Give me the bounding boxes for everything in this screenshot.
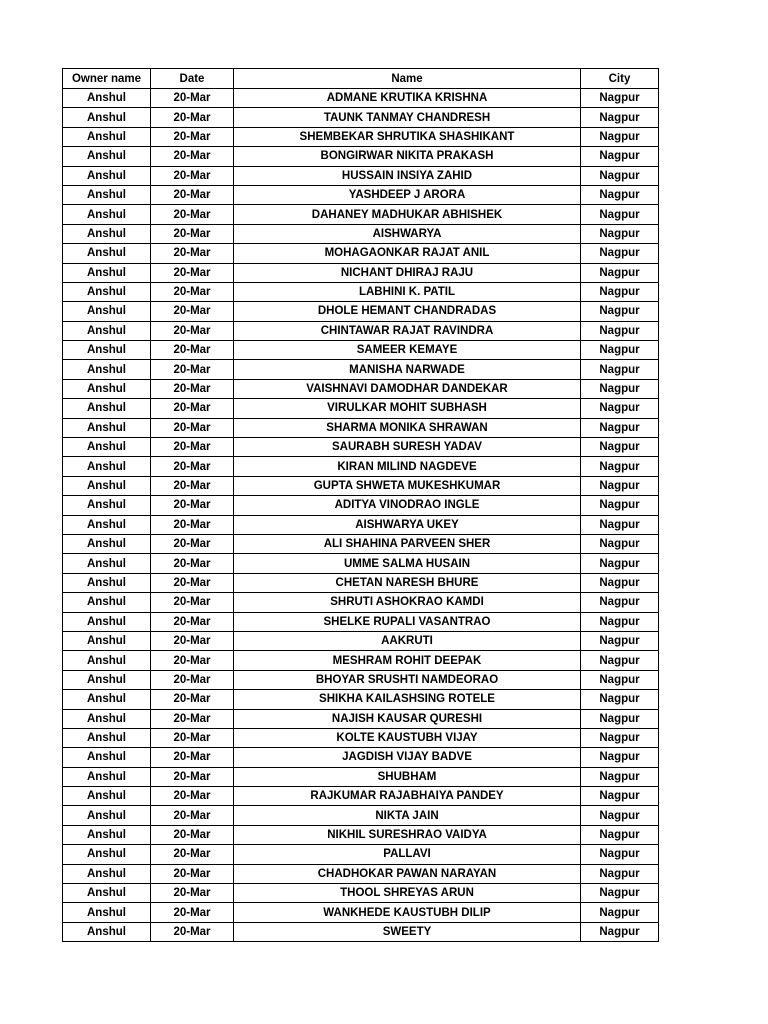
name-cell: SHUBHAM (234, 767, 581, 786)
city-cell: Nagpur (581, 670, 659, 689)
owner-name-cell: Anshul (63, 767, 151, 786)
city-cell: Nagpur (581, 612, 659, 631)
table-row (63, 612, 659, 631)
city-cell: Nagpur (581, 884, 659, 903)
owner-name-cell: Anshul (63, 728, 151, 747)
date-cell: 20-Mar (151, 457, 234, 476)
name-cell: MESHRAM ROHIT DEEPAK (234, 651, 581, 670)
date-cell: 20-Mar (151, 438, 234, 457)
owner-name-cell: Anshul (63, 554, 151, 573)
table-header (63, 69, 659, 89)
city-cell: Nagpur (581, 728, 659, 747)
table-row (63, 573, 659, 592)
date-cell: 20-Mar (151, 690, 234, 709)
date-cell: 20-Mar (151, 573, 234, 592)
date-cell: 20-Mar (151, 321, 234, 340)
date-cell: 20-Mar (151, 282, 234, 301)
date-cell: 20-Mar (151, 224, 234, 243)
table-row (63, 457, 659, 476)
city-cell: Nagpur (581, 845, 659, 864)
roster-table (62, 68, 659, 942)
name-cell: SAURABH SURESH YADAV (234, 438, 581, 457)
table-row (63, 845, 659, 864)
owner-name-cell: Anshul (63, 263, 151, 282)
name-cell: SWEETY (234, 922, 581, 941)
city-cell: Nagpur (581, 534, 659, 553)
table-row (63, 825, 659, 844)
name-cell: BONGIRWAR NIKITA PRAKASH (234, 147, 581, 166)
owner-name-cell: Anshul (63, 515, 151, 534)
table-row (63, 864, 659, 883)
owner-name-cell: Anshul (63, 341, 151, 360)
name-cell: ALI SHAHINA PARVEEN SHER (234, 534, 581, 553)
name-cell: GUPTA SHWETA MUKESHKUMAR (234, 476, 581, 495)
table-row (63, 302, 659, 321)
owner-name-cell: Anshul (63, 922, 151, 941)
owner-name-cell: Anshul (63, 573, 151, 592)
header-row (63, 69, 659, 89)
city-cell: Nagpur (581, 379, 659, 398)
table-row (63, 806, 659, 825)
name-cell: HUSSAIN INSIYA ZAHID (234, 166, 581, 185)
name-cell: RAJKUMAR RAJABHAIYA PANDEY (234, 787, 581, 806)
city-cell: Nagpur (581, 825, 659, 844)
date-cell: 20-Mar (151, 612, 234, 631)
date-cell: 20-Mar (151, 593, 234, 612)
date-cell: 20-Mar (151, 534, 234, 553)
owner-name-cell: Anshul (63, 205, 151, 224)
header-city: City (581, 69, 659, 89)
table-row (63, 399, 659, 418)
table-row (63, 690, 659, 709)
name-cell: PALLAVI (234, 845, 581, 864)
city-cell: Nagpur (581, 205, 659, 224)
owner-name-cell: Anshul (63, 438, 151, 457)
city-cell: Nagpur (581, 127, 659, 146)
city-cell: Nagpur (581, 282, 659, 301)
header-name: Name (234, 69, 581, 89)
date-cell: 20-Mar (151, 418, 234, 437)
city-cell: Nagpur (581, 787, 659, 806)
date-cell: 20-Mar (151, 806, 234, 825)
name-cell: NIKTA JAIN (234, 806, 581, 825)
date-cell: 20-Mar (151, 825, 234, 844)
owner-name-cell: Anshul (63, 748, 151, 767)
table-row (63, 321, 659, 340)
table-row (63, 224, 659, 243)
owner-name-cell: Anshul (63, 360, 151, 379)
owner-name-cell: Anshul (63, 185, 151, 204)
name-cell: NICHANT DHIRAJ RAJU (234, 263, 581, 282)
table-row (63, 767, 659, 786)
owner-name-cell: Anshul (63, 825, 151, 844)
city-cell: Nagpur (581, 166, 659, 185)
table-row (63, 709, 659, 728)
name-cell: AAKRUTI (234, 631, 581, 650)
date-cell: 20-Mar (151, 554, 234, 573)
owner-name-cell: Anshul (63, 534, 151, 553)
owner-name-cell: Anshul (63, 476, 151, 495)
name-cell: NAJISH KAUSAR QURESHI (234, 709, 581, 728)
name-cell: MOHAGAONKAR RAJAT ANIL (234, 244, 581, 263)
date-cell: 20-Mar (151, 515, 234, 534)
city-cell: Nagpur (581, 767, 659, 786)
date-cell: 20-Mar (151, 108, 234, 127)
date-cell: 20-Mar (151, 728, 234, 747)
table-row (63, 147, 659, 166)
table-row (63, 185, 659, 204)
table-row (63, 515, 659, 534)
owner-name-cell: Anshul (63, 709, 151, 728)
owner-name-cell: Anshul (63, 864, 151, 883)
date-cell: 20-Mar (151, 787, 234, 806)
city-cell: Nagpur (581, 806, 659, 825)
owner-name-cell: Anshul (63, 806, 151, 825)
owner-name-cell: Anshul (63, 302, 151, 321)
city-cell: Nagpur (581, 631, 659, 650)
table-row (63, 282, 659, 301)
table-row (63, 476, 659, 495)
owner-name-cell: Anshul (63, 612, 151, 631)
owner-name-cell: Anshul (63, 845, 151, 864)
city-cell: Nagpur (581, 321, 659, 340)
owner-name-cell: Anshul (63, 127, 151, 146)
owner-name-cell: Anshul (63, 496, 151, 515)
date-cell: 20-Mar (151, 631, 234, 650)
table-row (63, 379, 659, 398)
date-cell: 20-Mar (151, 709, 234, 728)
table-row (63, 631, 659, 650)
table-row (63, 166, 659, 185)
name-cell: AISHWARYA UKEY (234, 515, 581, 534)
header-date: Date (151, 69, 234, 89)
header-owner-name: Owner name (63, 69, 151, 89)
date-cell: 20-Mar (151, 864, 234, 883)
city-cell: Nagpur (581, 438, 659, 457)
owner-name-cell: Anshul (63, 321, 151, 340)
city-cell: Nagpur (581, 147, 659, 166)
table-row (63, 127, 659, 146)
city-cell: Nagpur (581, 496, 659, 515)
name-cell: WANKHEDE KAUSTUBH DILIP (234, 903, 581, 922)
table-row (63, 670, 659, 689)
owner-name-cell: Anshul (63, 89, 151, 108)
name-cell: ADMANE KRUTIKA KRISHNA (234, 89, 581, 108)
table-row (63, 554, 659, 573)
table-row (63, 728, 659, 747)
date-cell: 20-Mar (151, 670, 234, 689)
city-cell: Nagpur (581, 593, 659, 612)
name-cell: SHIKHA KAILASHSING ROTELE (234, 690, 581, 709)
name-cell: UMME SALMA HUSAIN (234, 554, 581, 573)
name-cell: YASHDEEP J ARORA (234, 185, 581, 204)
table-row (63, 922, 659, 941)
owner-name-cell: Anshul (63, 147, 151, 166)
name-cell: VAISHNAVI DAMODHAR DANDEKAR (234, 379, 581, 398)
owner-name-cell: Anshul (63, 651, 151, 670)
name-cell: BHOYAR SRUSHTI NAMDEORAO (234, 670, 581, 689)
date-cell: 20-Mar (151, 205, 234, 224)
date-cell: 20-Mar (151, 845, 234, 864)
table-row (63, 496, 659, 515)
name-cell: SAMEER KEMAYE (234, 341, 581, 360)
city-cell: Nagpur (581, 922, 659, 941)
table-row (63, 244, 659, 263)
city-cell: Nagpur (581, 185, 659, 204)
name-cell: DHOLE HEMANT CHANDRADAS (234, 302, 581, 321)
name-cell: SHELKE RUPALI VASANTRAO (234, 612, 581, 631)
name-cell: JAGDISH VIJAY BADVE (234, 748, 581, 767)
date-cell: 20-Mar (151, 127, 234, 146)
city-cell: Nagpur (581, 515, 659, 534)
date-cell: 20-Mar (151, 185, 234, 204)
table-row (63, 89, 659, 108)
city-cell: Nagpur (581, 864, 659, 883)
table-row (63, 205, 659, 224)
city-cell: Nagpur (581, 748, 659, 767)
table-row (63, 748, 659, 767)
city-cell: Nagpur (581, 341, 659, 360)
owner-name-cell: Anshul (63, 457, 151, 476)
owner-name-cell: Anshul (63, 787, 151, 806)
city-cell: Nagpur (581, 302, 659, 321)
city-cell: Nagpur (581, 263, 659, 282)
city-cell: Nagpur (581, 89, 659, 108)
date-cell: 20-Mar (151, 651, 234, 670)
owner-name-cell: Anshul (63, 282, 151, 301)
date-cell: 20-Mar (151, 341, 234, 360)
date-cell: 20-Mar (151, 767, 234, 786)
date-cell: 20-Mar (151, 379, 234, 398)
date-cell: 20-Mar (151, 302, 234, 321)
city-cell: Nagpur (581, 457, 659, 476)
owner-name-cell: Anshul (63, 379, 151, 398)
city-cell: Nagpur (581, 651, 659, 670)
name-cell: TAUNK TANMAY CHANDRESH (234, 108, 581, 127)
table-row (63, 418, 659, 437)
owner-name-cell: Anshul (63, 903, 151, 922)
date-cell: 20-Mar (151, 399, 234, 418)
date-cell: 20-Mar (151, 922, 234, 941)
table-row (63, 108, 659, 127)
city-cell: Nagpur (581, 360, 659, 379)
date-cell: 20-Mar (151, 89, 234, 108)
city-cell: Nagpur (581, 690, 659, 709)
city-cell: Nagpur (581, 903, 659, 922)
table-body (63, 89, 659, 942)
city-cell: Nagpur (581, 476, 659, 495)
table-row (63, 341, 659, 360)
table-row (63, 884, 659, 903)
date-cell: 20-Mar (151, 147, 234, 166)
owner-name-cell: Anshul (63, 670, 151, 689)
table-row (63, 438, 659, 457)
city-cell: Nagpur (581, 399, 659, 418)
owner-name-cell: Anshul (63, 418, 151, 437)
date-cell: 20-Mar (151, 903, 234, 922)
city-cell: Nagpur (581, 709, 659, 728)
owner-name-cell: Anshul (63, 244, 151, 263)
city-cell: Nagpur (581, 554, 659, 573)
city-cell: Nagpur (581, 573, 659, 592)
name-cell: AISHWARYA (234, 224, 581, 243)
date-cell: 20-Mar (151, 476, 234, 495)
name-cell: VIRULKAR MOHIT SUBHASH (234, 399, 581, 418)
table-row (63, 903, 659, 922)
table-row (63, 787, 659, 806)
name-cell: LABHINI K. PATIL (234, 282, 581, 301)
date-cell: 20-Mar (151, 496, 234, 515)
table-row (63, 263, 659, 282)
table-row (63, 651, 659, 670)
date-cell: 20-Mar (151, 263, 234, 282)
table-row (63, 593, 659, 612)
city-cell: Nagpur (581, 108, 659, 127)
owner-name-cell: Anshul (63, 690, 151, 709)
name-cell: MANISHA NARWADE (234, 360, 581, 379)
date-cell: 20-Mar (151, 360, 234, 379)
owner-name-cell: Anshul (63, 593, 151, 612)
owner-name-cell: Anshul (63, 108, 151, 127)
table-row (63, 534, 659, 553)
name-cell: CHADHOKAR PAWAN NARAYAN (234, 864, 581, 883)
city-cell: Nagpur (581, 418, 659, 437)
date-cell: 20-Mar (151, 244, 234, 263)
name-cell: CHINTAWAR RAJAT RAVINDRA (234, 321, 581, 340)
city-cell: Nagpur (581, 244, 659, 263)
name-cell: ADITYA VINODRAO INGLE (234, 496, 581, 515)
name-cell: DAHANEY MADHUKAR ABHISHEK (234, 205, 581, 224)
date-cell: 20-Mar (151, 884, 234, 903)
name-cell: THOOL SHREYAS ARUN (234, 884, 581, 903)
name-cell: NIKHIL SURESHRAO VAIDYA (234, 825, 581, 844)
city-cell: Nagpur (581, 224, 659, 243)
owner-name-cell: Anshul (63, 399, 151, 418)
name-cell: KOLTE KAUSTUBH VIJAY (234, 728, 581, 747)
owner-name-cell: Anshul (63, 884, 151, 903)
owner-name-cell: Anshul (63, 224, 151, 243)
name-cell: SHRUTI ASHOKRAO KAMDI (234, 593, 581, 612)
name-cell: KIRAN MILIND NAGDEVE (234, 457, 581, 476)
table-row (63, 360, 659, 379)
name-cell: CHETAN NARESH BHURE (234, 573, 581, 592)
owner-name-cell: Anshul (63, 166, 151, 185)
date-cell: 20-Mar (151, 748, 234, 767)
name-cell: SHEMBEKAR SHRUTIKA SHASHIKANT (234, 127, 581, 146)
date-cell: 20-Mar (151, 166, 234, 185)
name-cell: SHARMA MONIKA SHRAWAN (234, 418, 581, 437)
owner-name-cell: Anshul (63, 631, 151, 650)
